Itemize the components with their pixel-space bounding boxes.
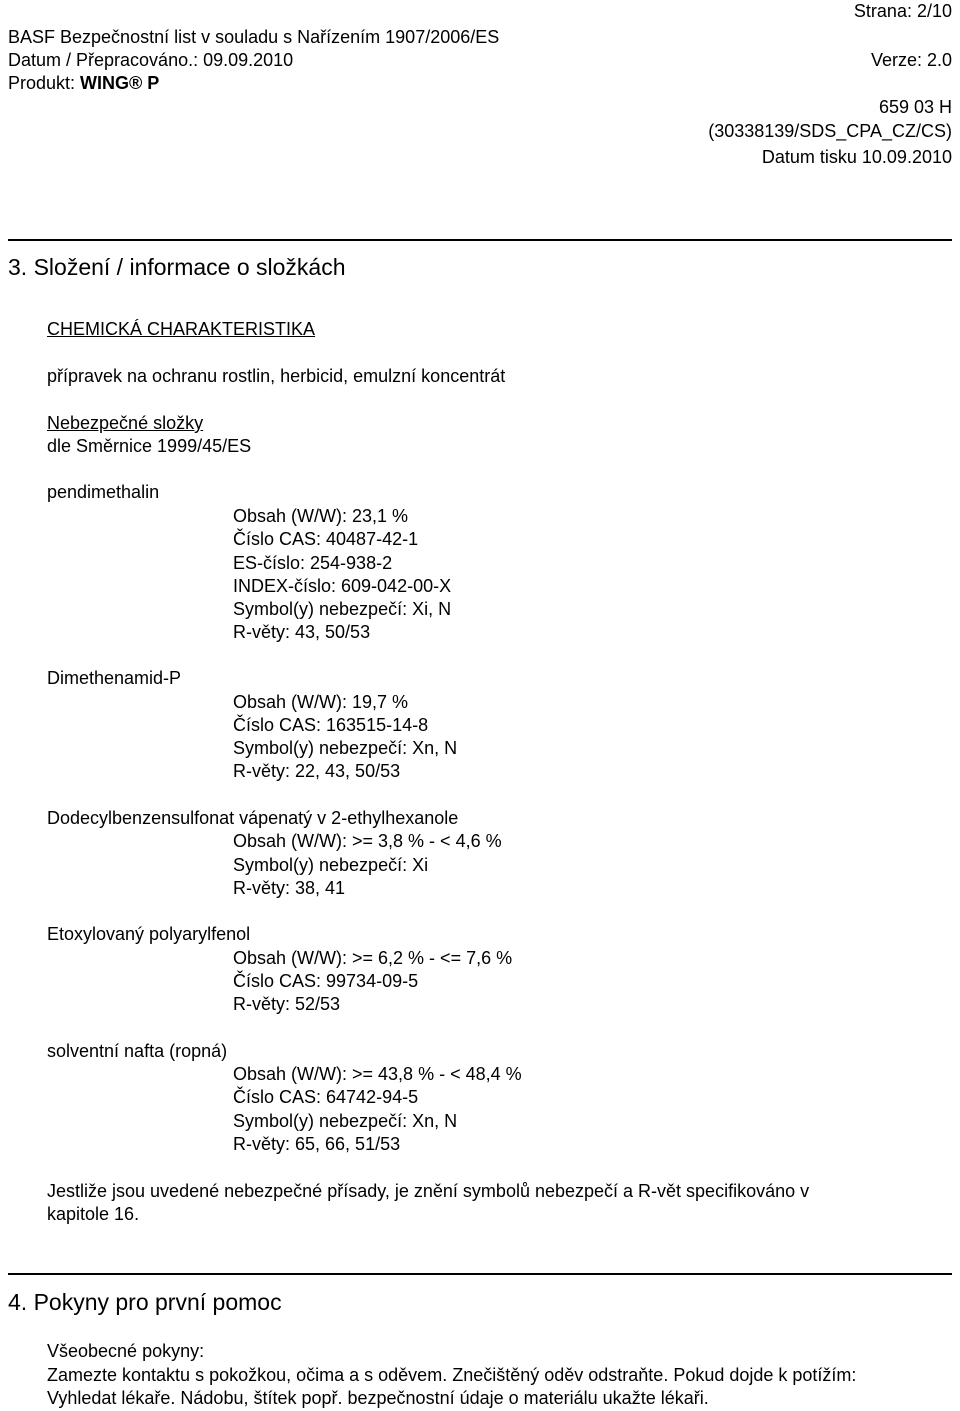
- product-line: [8, 74, 159, 92]
- component-detail: Symbol(y) nebezpečí: Xn, N: [233, 1111, 458, 1131]
- component-name: Dodecylbenzensulfonat vápenatý v 2-ethylhexanole: [47, 808, 459, 828]
- component-name: pendimethalin: [47, 482, 160, 502]
- general-instructions-text-cont: Vyhledat lékaře. Nádobu, štítek popř. bezpečnostní údaje o materiálu ukažte lékaři.: [47, 1388, 709, 1408]
- page-number: Strana: 2/10: [853, 1, 952, 21]
- component-detail: R-věty: 38, 41: [233, 878, 346, 898]
- component-name: Etoxylovaný polyarylfenol: [47, 924, 251, 944]
- product-label: Produkt:: [8, 73, 81, 93]
- section-divider: [8, 1273, 952, 1275]
- component-detail: Symbol(y) nebezpečí: Xi: [233, 855, 429, 875]
- section-divider: [8, 239, 952, 241]
- component-detail: INDEX-číslo: 609-042-00-X: [233, 576, 452, 596]
- hazard-note: Jestliže jsou uvedené nebezpečné přísady, je znění symbolů nebezpečí a R-vět specifikováno v: [47, 1181, 810, 1201]
- version: Verze: 2.0: [870, 50, 952, 70]
- component-detail: Číslo CAS: 99734-09-5: [233, 971, 419, 991]
- component-detail: ES-číslo: 254-938-2: [233, 553, 393, 573]
- component-detail: Obsah (W/W): 19,7 %: [233, 692, 409, 712]
- document-id: (30338139/SDS_CPA_CZ/CS): [708, 121, 952, 141]
- component-detail: R-věty: 65, 66, 51/53: [233, 1134, 401, 1154]
- section-3-title: 3. Složení / informace o složkách: [8, 254, 346, 280]
- component-detail: Číslo CAS: 64742-94-5: [233, 1087, 419, 1107]
- general-instructions-text: Zamezte kontaktu s pokožkou, očima a s oděvem. Znečištěný oděv odstraňte. Pokud dojde k potížím:: [47, 1365, 857, 1385]
- component-detail: Obsah (W/W): >= 3,8 % - < 4,6 %: [233, 831, 502, 851]
- revision-date: Datum / Přepracováno.: 09.09.2010: [8, 50, 294, 70]
- chemical-characteristic-text: přípravek na ochranu rostlin, herbicid, emulzní koncentrát: [47, 366, 506, 386]
- component-name: solventní nafta (ropná): [47, 1041, 228, 1061]
- component-detail: Číslo CAS: 163515-14-8: [233, 715, 429, 735]
- component-detail: Symbol(y) nebezpečí: Xn, N: [233, 738, 458, 758]
- component-detail: Obsah (W/W): >= 43,8 % - < 48,4 %: [233, 1064, 522, 1084]
- document-title: BASF Bezpečnostní list v souladu s Nařízením 1907/2006/ES: [8, 27, 500, 47]
- section-4-title: 4. Pokyny pro první pomoc: [8, 1289, 282, 1315]
- hazardous-components-heading: Nebezpečné složky: [47, 413, 204, 433]
- print-date: Datum tisku 10.09.2010: [761, 147, 952, 167]
- hazardous-components-directive: dle Směrnice 1999/45/ES: [47, 436, 252, 456]
- general-instructions-heading: Všeobecné pokyny:: [47, 1341, 205, 1361]
- component-name: Dimethenamid-P: [47, 668, 182, 688]
- product-code: 659 03 H: [878, 97, 952, 117]
- component-detail: R-věty: 52/53: [233, 994, 341, 1014]
- component-detail: Obsah (W/W): >= 6,2 % - <= 7,6 %: [233, 948, 513, 968]
- component-detail: Obsah (W/W): 23,1 %: [233, 506, 409, 526]
- chemical-characteristic-heading: CHEMICKÁ CHARAKTERISTIKA: [47, 319, 316, 339]
- component-detail: R-věty: 22, 43, 50/53: [233, 761, 401, 781]
- product-name: WING® P: [80, 73, 160, 93]
- hazard-note-cont: kapitole 16.: [47, 1204, 140, 1224]
- component-detail: R-věty: 43, 50/53: [233, 622, 371, 642]
- component-detail: Číslo CAS: 40487-42-1: [233, 529, 419, 549]
- component-detail: Symbol(y) nebezpečí: Xi, N: [233, 599, 452, 619]
